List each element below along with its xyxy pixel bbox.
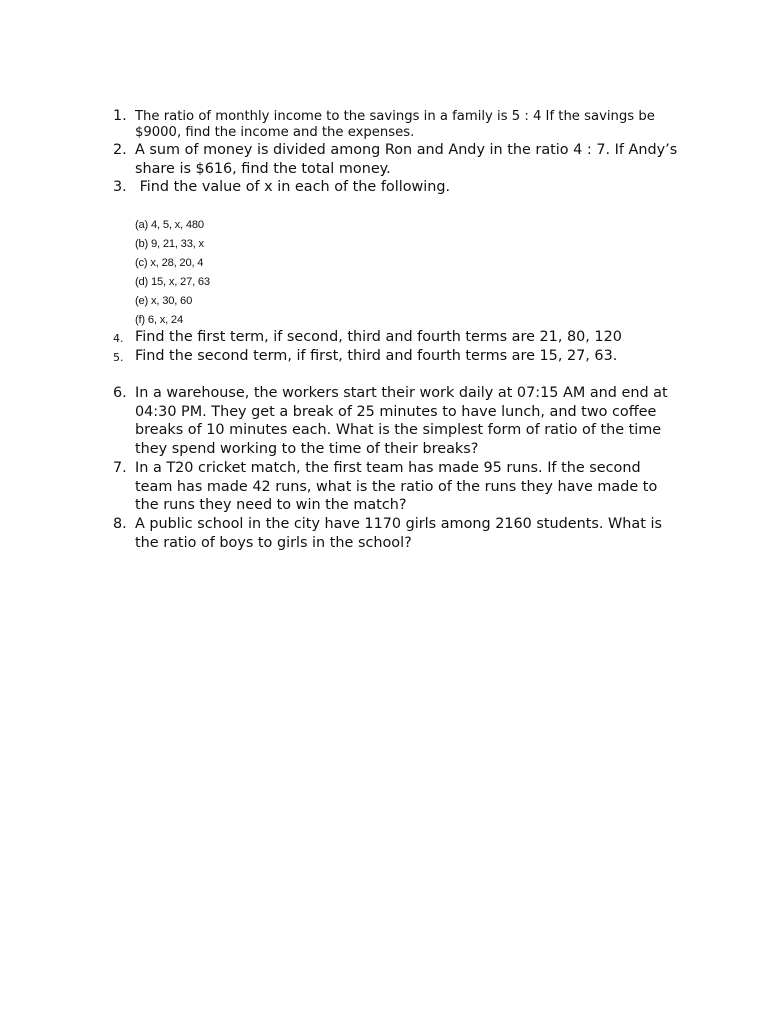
question-number: 3. — [113, 179, 127, 195]
question-text: In a warehouse, the workers start their work daily at 07:15 AM and end at 04:30 PM. They get a break of 25 minutes to have lunch, and two coffee breaks of 10 minutes each. What is the simplest form of ratio of the time they spend working to the time of their breaks? — [135, 385, 668, 457]
subitem-b: (b) 9, 21, 33, x — [135, 238, 204, 250]
subitem-e: (e) x, 30, 60 — [135, 295, 193, 307]
question-text: A public school in the city have 1170 girls among 2160 students. What is the ratio of boys to girls in the school? — [135, 516, 662, 551]
question-number: 6. — [113, 385, 127, 401]
question-text: In a T20 cricket match, the first team has made 95 runs. If the second team has made 42 runs, what is the ratio of the runs they have made to the runs they need to win the match? — [135, 460, 658, 514]
question-number: 5. — [113, 351, 124, 364]
subitem-f: (f) 6, x, 24 — [135, 314, 183, 326]
question-text: The ratio of monthly income to the savings in a family is 5 : 4 If the savings be $9000, find the income and the expenses. — [135, 109, 655, 140]
question-text: Find the second term, if first, third and fourth terms are 15, 27, 63. — [135, 348, 618, 364]
question-text: Find the value of x in each of the following. — [135, 179, 451, 195]
question-number: 2. — [113, 142, 127, 158]
question-number: 1. — [113, 108, 127, 124]
question-number: 8. — [113, 516, 127, 532]
subitem-a: (a) 4, 5, x, 480 — [135, 219, 204, 231]
question-text: A sum of money is divided among Ron and Andy in the ratio 4 : 7. If Andy’s share is $616, find the total money. — [135, 142, 678, 177]
question-number: 7. — [113, 460, 127, 476]
question-number: 4. — [113, 332, 124, 345]
question-text: Find the first term, if second, third and fourth terms are 21, 80, 120 — [135, 329, 622, 345]
subitem-c: (c) x, 28, 20, 4 — [135, 257, 204, 269]
subitem-d: (d) 15, x, 27, 63 — [135, 276, 210, 288]
